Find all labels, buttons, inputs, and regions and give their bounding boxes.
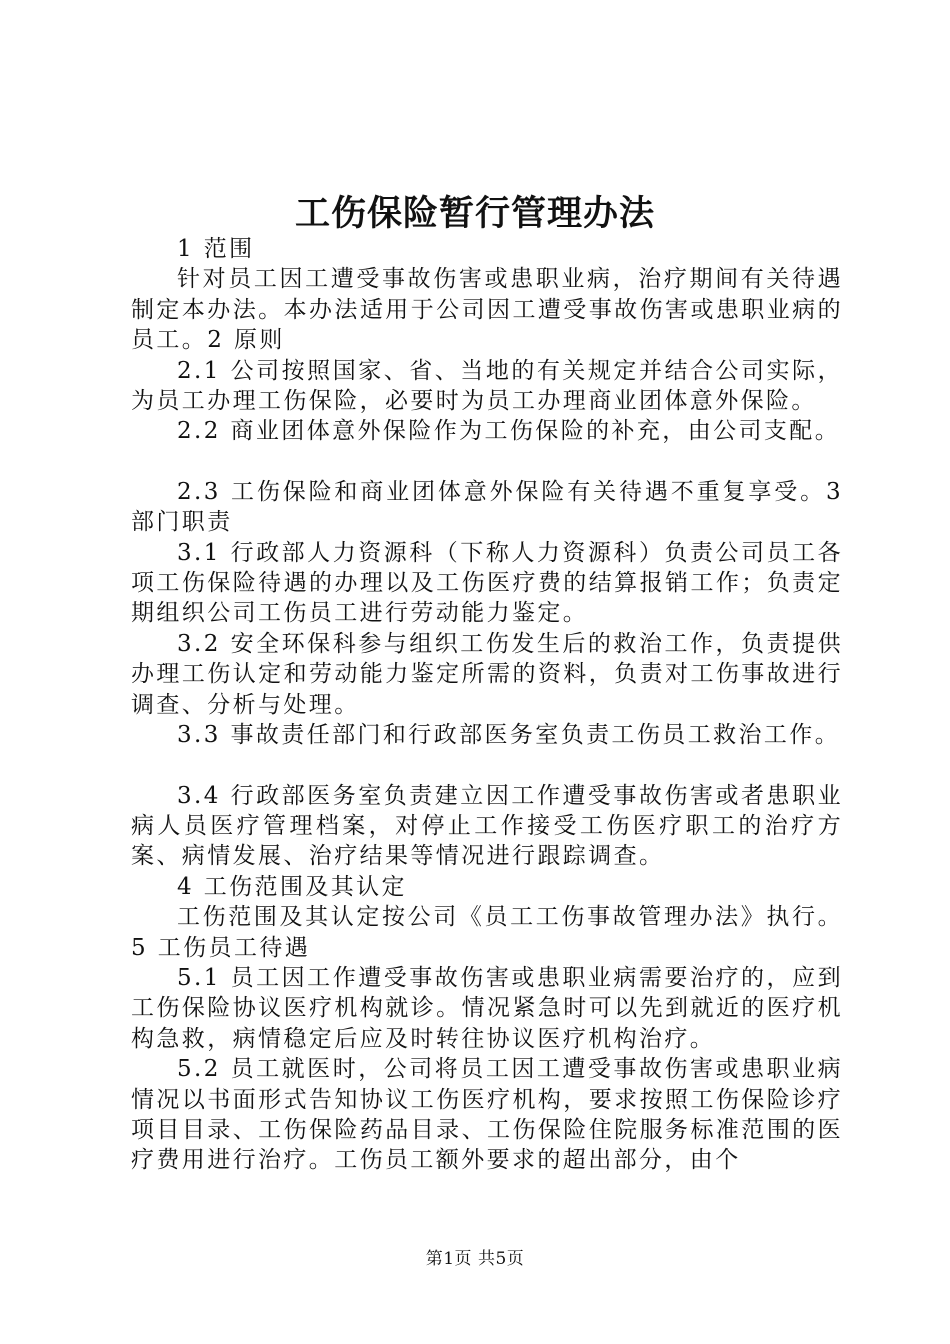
paragraph-scope-text: 针对员工因工遭受事故伤害或患职业病，治疗期间有关待遇制定本办法。本办法适用于公司因工遭受事故伤害或患职业病的员工。2 原则 — [131, 266, 843, 354]
paragraph-4-text: 工伤范围及其认定按公司《员工工伤事故管理办法》执行。5 工伤员工待遇 — [131, 904, 843, 961]
document-body — [131, 234, 843, 1176]
paragraph-2-2: 2.2 商业团体意外保险作为工伤保险的补充，由公司支配。 — [177, 418, 841, 445]
paragraph-3-2: 3.2 安全环保科参与组织工伤发生后的救治工作，负责提供办理工伤认定和劳动能力鉴定所需的资料，负责对工伤事故进行调查、分析与处理。 — [131, 630, 843, 718]
paragraph-5-1: 5.1 员工因工作遭受事故伤害或患职业病需要治疗的，应到工伤保险协议医疗机构就诊。情况紧急时可以先到就近的医疗机构急救，病情稳定后应及时转往协议医疗机构治疗。 — [131, 964, 843, 1052]
paragraph-2-1: 2.1 公司按照国家、省、当地的有关规定并结合公司实际，为员工办理工伤保险，必要时为员工办理商业团体意外保险。 — [131, 357, 843, 415]
page-number-footer: 第1页 共5页 — [425, 1249, 525, 1269]
paragraph-3-1: 3.1 行政部人力资源科（下称人力资源科）负责公司员工各项工伤保险待遇的办理以及工伤医疗费的结算报销工作；负责定期组织公司工伤员工进行劳动能力鉴定。 — [131, 539, 843, 627]
paragraph-gap — [131, 447, 843, 477]
paragraph-5-2: 5.2 员工就医时，公司将员工因工遭受事故伤害或患职业病情况以书面形式告知协议工伤医疗机构，要求按照工伤保险诊疗项目目录、工伤保险药品目录、工伤保险住院服务标准范围的医疗费用进行治疗。工伤员工额外要求的超出部分，由个 — [131, 1056, 843, 1174]
paragraph-scope-heading: 1 范围 — [177, 236, 255, 262]
paragraph-2-3: 2.3 工伤保险和商业团体意外保险有关待遇不重复享受。3 部门职责 — [131, 478, 843, 536]
document-title: 工伤保险暂行管理办法 — [294, 193, 655, 234]
paragraph-4-heading: 4 工伤范围及其认定 — [177, 873, 407, 900]
paragraph-3-3: 3.3 事故责任部门和行政部医务室负责工伤员工救治工作。 — [177, 722, 841, 749]
paragraph-3-4: 3.4 行政部医务室负责建立因工作遭受事故伤害或者患职业病人员医疗管理档案，对停止工作接受工伤医疗职工的治疗方案、病情发展、治疗结果等情况进行跟踪调查。 — [131, 782, 843, 870]
paragraph-gap — [131, 751, 843, 781]
